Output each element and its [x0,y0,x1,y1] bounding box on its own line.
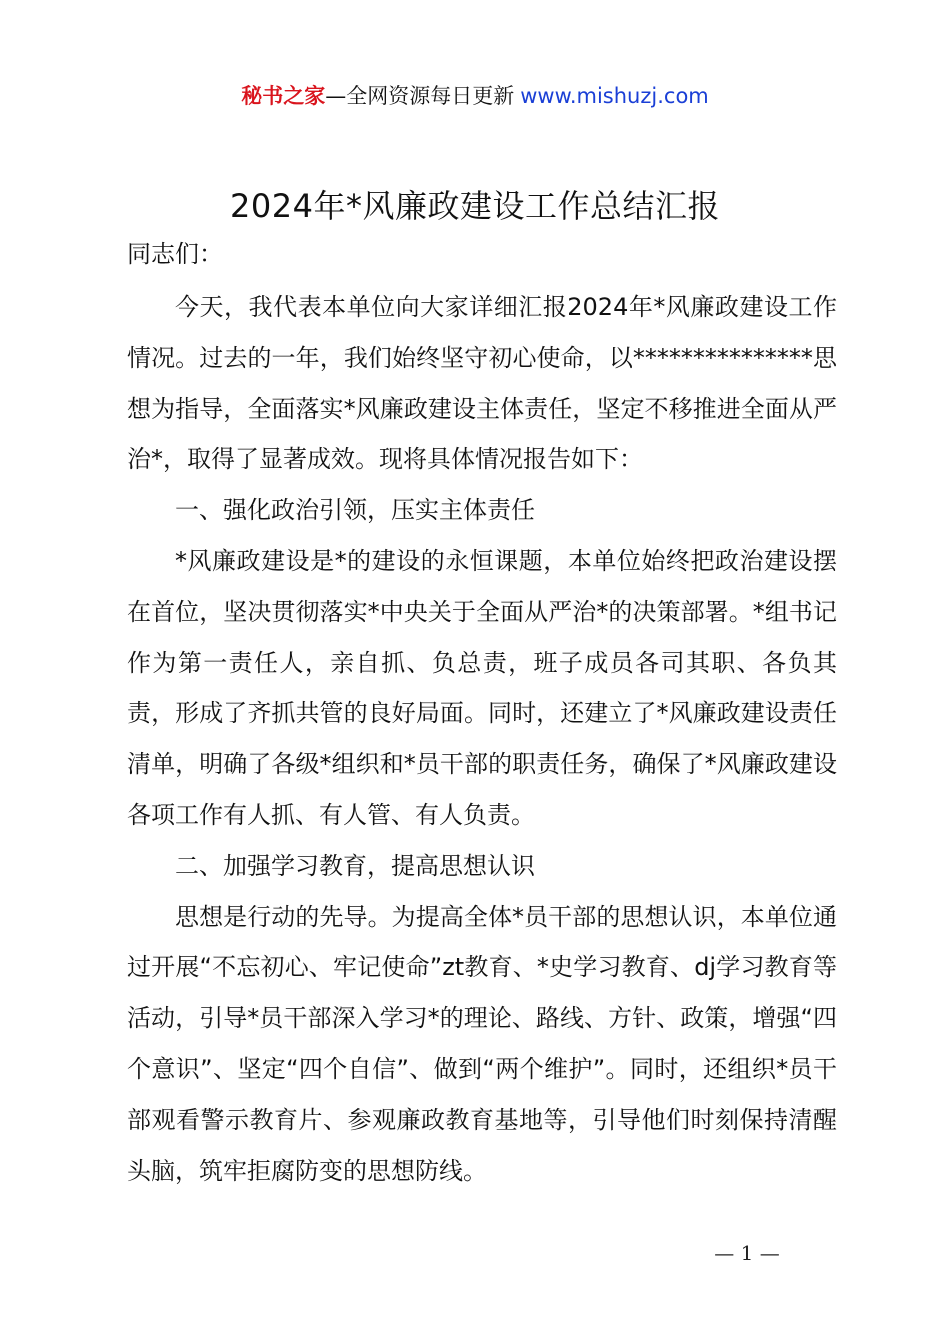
document-body [127,231,837,1196]
site-tagline: —全网资源每日更新 [325,84,515,108]
page-header [0,80,950,112]
intro-paragraph: 今天，我代表本单位向大家详细汇报2024年*风廉政建设工作情况。过去的一年，我们始终坚守初心使命，以***************思想为指导，全面落实*风廉政建设主体责任，坚定不移推进全面从严治*，取得了显著成效。现将具体情况报告如下： [127,293,837,474]
site-url-link[interactable]: www.mishuzj.com [520,84,709,108]
section-2-paragraph: 思想是行动的先导。为提高全体*员干部的思想认识，本单位通过开展“不忘初心、牢记使命”zt教育、*史学习教育、dj学习教育等活动，引导*员干部深入学习*的理论、路线、方针、政策，增强“四个意识”、坚定“四个自信”、做到“两个维护”。同时，还组织*员干部观看警示教育片、参观廉政教育基地等，引导他们时刻保持清醒头脑，筑牢拒腐防变的思想防线。 [127,902,837,1185]
site-name: 秘书之家 [241,84,326,108]
greeting: 同志们： [127,240,223,268]
section-1-heading: 一、强化政治引领，压实主体责任 [175,496,535,525]
section-1-paragraph: *风廉政建设是*的建设的永恒课题，本单位始终把政治建设摆在首位，坚决贯彻落实*中央关于全面从严治*的决策部署。*组书记作为第一责任人，亲自抓、负总责，班子成员各司其职、各负其责，形成了齐抓共管的良好局面。同时，还建立了*风廉政建设责任清单，明确了各级*组织和*员干部的职责任务，确保了*风廉政建设各项工作有人抓、有人管、有人负责。 [127,546,837,829]
section-2-heading: 二、加强学习教育，提高思想认识 [175,851,535,880]
page-number: — 1 — [714,1241,780,1265]
document-title: 2024年*风廉政建设工作总结汇报 [230,187,720,225]
